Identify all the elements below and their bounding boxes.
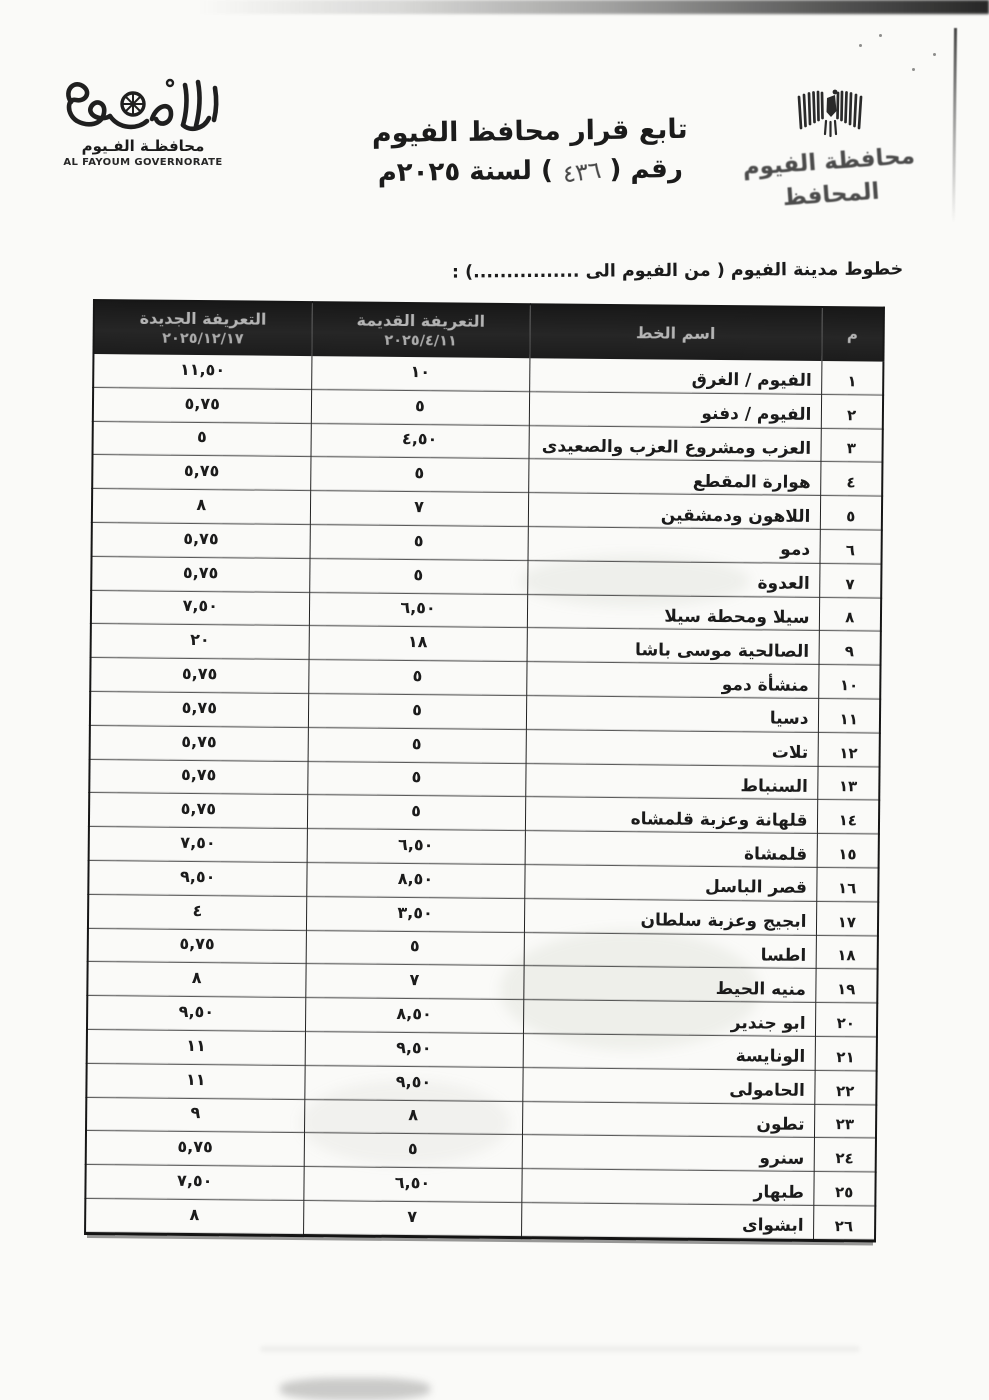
header-index-label: م xyxy=(846,325,859,344)
old-tariff-cell: ٧ xyxy=(303,1200,521,1237)
line-name-cell: سنرو xyxy=(522,1135,814,1172)
row-index-cell: ٢ xyxy=(821,394,883,428)
new-tariff-cell: ٥ xyxy=(93,421,311,457)
line-name-cell: منشأة دمو xyxy=(526,662,818,699)
old-tariff-cell: ٦,٥٠ xyxy=(303,1167,521,1203)
emblem-block xyxy=(742,78,918,213)
new-tariff-cell: ٥,٧٥ xyxy=(89,793,307,829)
governorate-logo xyxy=(52,74,234,168)
new-tariff-cell: ٩,٥٠ xyxy=(87,996,305,1032)
row-index-cell: ١ xyxy=(821,361,883,395)
line-name-cell: دسيا xyxy=(526,696,818,733)
new-tariff-cell: ٥,٧٥ xyxy=(90,658,308,694)
scan-artifact-vertical-line xyxy=(952,28,957,223)
old-tariff-cell: ٥ xyxy=(304,1133,522,1169)
line-name-cell: قصر الباسل xyxy=(524,865,816,902)
line-name-cell: الونايسة xyxy=(523,1034,815,1071)
line-name-cell: قلهانة وعزبة قلمشاه xyxy=(525,797,817,834)
new-tariff-cell: ٢٠ xyxy=(91,624,309,660)
row-index-cell: ٢٦ xyxy=(813,1205,875,1240)
line-name-cell: دمو xyxy=(528,527,820,564)
line-name-cell: طبهار xyxy=(521,1169,813,1206)
line-name-cell: الحامولى xyxy=(522,1067,814,1104)
new-tariff-cell: ٥,٧٥ xyxy=(90,725,308,761)
governorate-logo-icon xyxy=(57,74,229,136)
row-index-cell: ١٦ xyxy=(816,867,878,901)
new-tariff-cell: ٨ xyxy=(87,962,305,998)
header-index xyxy=(821,307,884,362)
header-line-name xyxy=(529,304,822,361)
header-line-name-label: اسم الخط xyxy=(635,322,716,343)
scan-artifact-top-band xyxy=(0,0,989,14)
decree-title-line2 xyxy=(318,153,742,189)
old-tariff-cell: ٥ xyxy=(308,727,526,763)
row-index-cell: ٢١ xyxy=(815,1036,877,1070)
line-name-cell: تلات xyxy=(526,729,818,766)
row-index-cell: ٢٤ xyxy=(814,1138,876,1172)
logo-english-name: AL FAYOUM GOVERNORATE xyxy=(63,157,223,168)
row-index-cell: ٨ xyxy=(819,597,881,631)
decree-title-line1: تابع قرار محافظ الفيوم xyxy=(371,113,688,150)
new-tariff-cell: ٥,٧٥ xyxy=(90,691,308,727)
line-name-cell: تطون xyxy=(522,1101,814,1138)
old-tariff-cell: ٧ xyxy=(310,491,528,527)
line-name-cell: قلمشاة xyxy=(525,831,817,868)
eagle-emblem-icon xyxy=(795,78,865,140)
scan-speck xyxy=(912,68,915,71)
new-tariff-cell: ٧,٥٠ xyxy=(89,827,307,863)
new-tariff-cell: ١١ xyxy=(87,1029,305,1065)
decree-number-suffix: ) لسنة ٢٠٢٥م xyxy=(377,155,554,189)
row-index-cell: ١٣ xyxy=(817,766,879,800)
new-tariff-cell: ٨ xyxy=(92,489,310,525)
row-index-cell: ١٩ xyxy=(815,969,877,1003)
logo-arabic-name: محافظـة الفـيوم xyxy=(81,137,205,155)
new-tariff-cell: ١١,٥٠ xyxy=(93,354,311,389)
row-index-cell: ١٨ xyxy=(816,935,878,969)
line-name-cell: سيلا ومحطة سيلا xyxy=(527,594,819,631)
old-tariff-cell: ٨ xyxy=(304,1099,522,1135)
line-name-cell: اللاهون ودمشقين xyxy=(528,493,820,530)
new-tariff-cell: ٤ xyxy=(88,894,306,930)
row-index-cell: ١٧ xyxy=(816,901,878,935)
new-tariff-cell: ٥,٧٥ xyxy=(88,928,306,964)
line-name-cell: اطسا xyxy=(524,932,816,969)
old-tariff-cell: ٩,٥٠ xyxy=(304,1065,522,1101)
table-row xyxy=(85,1198,875,1240)
decree-title xyxy=(318,113,743,189)
old-tariff-cell: ٥ xyxy=(310,457,528,493)
table-header-row xyxy=(93,300,883,362)
row-index-cell: ٦ xyxy=(819,529,881,563)
line-name-cell: السنباط xyxy=(525,763,817,800)
new-tariff-cell: ٩,٥٠ xyxy=(88,860,306,896)
row-index-cell: ٧ xyxy=(819,563,881,597)
row-index-cell: ٢٠ xyxy=(815,1003,877,1037)
decree-number-handwritten: ٤٣٦ xyxy=(560,155,603,189)
scan-speck xyxy=(933,53,936,56)
old-tariff-cell: ٦,٥٠ xyxy=(307,829,525,865)
new-tariff-cell: ٧,٥٠ xyxy=(85,1165,303,1201)
new-tariff-cell: ٨ xyxy=(85,1198,303,1235)
line-name-cell: ابجيج وعزبة سلطان xyxy=(524,898,816,935)
row-index-cell: ١٢ xyxy=(818,732,880,766)
line-name-cell: العزب ومشروع العزب والصعيدى xyxy=(528,425,820,462)
row-index-cell: ١٥ xyxy=(817,834,879,868)
line-name-cell: الفيوم / دفنو xyxy=(529,391,821,428)
tariff-table xyxy=(84,299,885,1242)
old-tariff-cell: ١٨ xyxy=(309,626,527,662)
line-name-cell: الفيوم / الغرق xyxy=(529,358,821,394)
old-tariff-cell: ٥ xyxy=(307,795,525,831)
row-index-cell: ١٤ xyxy=(817,800,879,834)
stamp-line-governorate: محافظة الفيوم xyxy=(741,143,916,182)
old-tariff-cell: ١٠ xyxy=(311,356,529,391)
new-tariff-cell: ٥,٧٥ xyxy=(86,1131,304,1167)
new-tariff-cell: ٥,٧٥ xyxy=(92,522,310,558)
header-new-tariff xyxy=(93,300,312,356)
decree-number-prefix: رقم ( xyxy=(609,153,684,185)
old-tariff-cell: ٥ xyxy=(308,660,526,696)
header-old-tariff-label: التعريفة القديمة xyxy=(356,310,486,331)
row-index-cell: ٢٣ xyxy=(814,1104,876,1138)
tariff-table-body xyxy=(85,354,883,1241)
old-tariff-cell: ٣,٥٠ xyxy=(306,896,524,932)
scan-bottom-smudge xyxy=(280,1378,430,1400)
header-new-tariff-date: ٢٠٢٥/١٢/١٧ xyxy=(162,330,244,348)
old-tariff-cell: ٥ xyxy=(310,525,528,561)
line-name-cell: منيه الحيط xyxy=(523,966,815,1003)
row-index-cell: ٩ xyxy=(819,631,881,665)
new-tariff-cell: ٩ xyxy=(86,1097,304,1133)
scan-bottom-streak xyxy=(260,1346,860,1352)
row-index-cell: ٤ xyxy=(820,462,882,496)
line-name-cell: ابشواى xyxy=(521,1203,813,1241)
old-tariff-cell: ٦,٥٠ xyxy=(309,592,527,628)
line-name-cell: العدوة xyxy=(527,560,819,597)
old-tariff-cell: ٥ xyxy=(306,930,524,966)
row-index-cell: ١٠ xyxy=(818,665,880,699)
row-index-cell: ١١ xyxy=(818,698,880,732)
new-tariff-cell: ٥,٧٥ xyxy=(92,455,310,491)
row-index-cell: ٢٢ xyxy=(814,1070,876,1104)
old-tariff-cell: ٨,٥٠ xyxy=(305,998,523,1034)
tariff-table-wrap xyxy=(84,299,883,1242)
line-name-cell: ابو جندير xyxy=(523,1000,815,1037)
scan-speck xyxy=(859,44,862,47)
stamp-line-governor: المحافظ xyxy=(781,178,881,212)
old-tariff-cell: ٨,٥٠ xyxy=(306,863,524,899)
old-tariff-cell: ٥ xyxy=(308,694,526,730)
old-tariff-cell: ٥ xyxy=(311,389,529,425)
old-tariff-cell: ٧ xyxy=(305,964,523,1000)
row-index-cell: ٢٥ xyxy=(813,1172,875,1206)
header-new-tariff-label: التعريفة الجديدة xyxy=(139,308,267,329)
row-index-cell: ٣ xyxy=(820,428,882,462)
governor-stamp-handwriting xyxy=(740,140,920,219)
new-tariff-cell: ١١ xyxy=(86,1063,304,1099)
line-name-cell: الصالحية موسى باشا xyxy=(527,628,819,665)
new-tariff-cell: ٧,٥٠ xyxy=(91,590,309,626)
header-old-tariff xyxy=(311,302,530,358)
line-name-cell: هوارة المقطع xyxy=(528,459,820,496)
old-tariff-cell: ٤,٥٠ xyxy=(310,423,528,459)
header-old-tariff-date: ٢٠٢٥/٤/١١ xyxy=(384,332,457,350)
old-tariff-cell: ٥ xyxy=(307,761,525,797)
old-tariff-cell: ٩,٥٠ xyxy=(305,1032,523,1068)
section-subtitle: خطوط مدينة الفيوم ( من الفيوم الى ................) : xyxy=(451,259,904,283)
row-index-cell: ٥ xyxy=(820,496,882,530)
scan-speck xyxy=(879,34,882,37)
new-tariff-cell: ٥,٧٥ xyxy=(93,387,311,423)
old-tariff-cell: ٥ xyxy=(309,558,527,594)
new-tariff-cell: ٥,٧٥ xyxy=(91,556,309,592)
new-tariff-cell: ٥,٧٥ xyxy=(89,759,307,795)
